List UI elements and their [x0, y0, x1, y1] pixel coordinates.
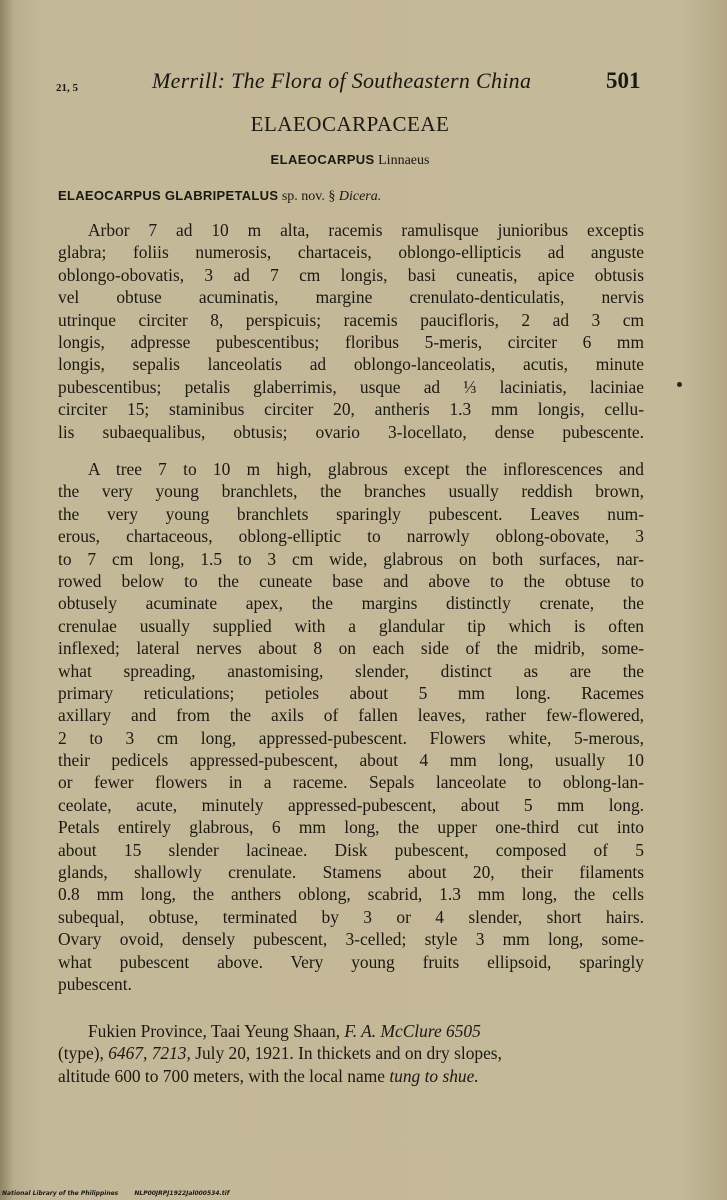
locality-line [58, 1042, 644, 1064]
english-line: subequal, obtuse, terminated by 3 or 4 slender, short hairs. [58, 906, 644, 927]
volume-mark: 21, 5 [56, 82, 78, 94]
english-line: inflexed; lateral nerves about 8 on each side of the midrib, some- [58, 638, 644, 659]
scan-footer [2, 1190, 243, 1197]
running-head: Merrill: The Flora of Southeastern China [152, 68, 532, 93]
page-header [0, 68, 727, 100]
english-line: crenulae usually supplied with a glandular tip which is often [58, 615, 644, 636]
section-name: Dicera. [338, 189, 382, 204]
locality-line [58, 1020, 644, 1042]
file-id: NLP00JRPJ1922Jal000534.tif [134, 1190, 230, 1197]
english-line: to 7 cm long, 1.5 to 3 cm wide, glabrous on both surfaces, nar- [58, 548, 644, 569]
latin-line: circiter 15; staminibus circiter 20, antheris 1.3 mm longis, cellu- [58, 399, 644, 420]
latin-line: longis, adpresse pubescentibus; floribus 5-meris, circiter 6 mm [58, 331, 644, 352]
locality-text: altitude 600 to 700 meters, with the local name [58, 1065, 390, 1086]
english-line: the very young branchlets sparingly pubescent. Leaves num- [58, 503, 644, 524]
english-line: about 15 slender lacineae. Disk pubescent, composed of 5 [58, 839, 644, 860]
english-line: glands, shallowly crenulate. Stamens about 20, their filaments [58, 862, 644, 883]
latin-line: Arbor 7 ad 10 m alta, racemis ramulisque junioribus exceptis [88, 220, 644, 240]
latin-line: longis, sepalis lanceolatis ad oblongo-lanceolatis, acutis, minute [58, 354, 644, 375]
english-line: A tree 7 to 10 m high, glabrous except the inflorescences and [88, 459, 644, 479]
locality-text: (type), [58, 1043, 109, 1064]
latin-line: pubescentibus; petalis glaberrimis, usque ad ⅓ laciniatis, laciniae [58, 376, 644, 397]
english-line: the very young branchlets, the branches usually reddish brown, [58, 481, 644, 502]
locality-text: Fukien Province, Taai Yeung Shaan, [88, 1021, 345, 1041]
page-number: 501 [606, 68, 641, 93]
english-description [58, 458, 644, 995]
genus-author: Linnaeus [378, 153, 430, 168]
latin-description [58, 219, 644, 443]
locality-line [58, 1065, 644, 1087]
local-name: tung to shue. [389, 1065, 479, 1086]
latin-line: vel obtuse acuminatis, margine crenulato-denticulatis, nervis [58, 287, 644, 308]
collector: F. A. McClure 6505 [344, 1021, 481, 1041]
english-line: axillary and from the axils of fallen leaves, rather few-flowered, [58, 705, 644, 726]
locality-paragraph [58, 1020, 644, 1087]
latin-line: oblongo-obovatis, 3 ad 7 cm longis, basi cuneatis, apice obtusis [58, 264, 644, 285]
ink-speck [677, 382, 682, 387]
species-status: sp. nov. [281, 189, 325, 204]
english-line: Ovary ovoid, densely pubescent, 3-celled; style 3 mm long, some- [58, 929, 644, 950]
library-credit: National Library of the Philippines [2, 1190, 119, 1197]
english-line: 0.8 mm long, the anthers oblong, scabrid, 1.3 mm long, the cells [58, 884, 644, 905]
genus-name: ELAEOCARPUS [270, 152, 375, 167]
family-heading: ELAEOCARPACEAE [250, 112, 450, 136]
english-line: rowed below to the cuneate base and above to the obtuse to [58, 570, 644, 591]
english-line: Petals entirely glabrous, 6 mm long, the upper one-third cut into [58, 817, 644, 838]
english-line: ceolate, acute, minutely appressed-pubescent, about 5 mm long. [58, 794, 644, 815]
section-mark: § [328, 189, 336, 204]
locality-text: July 20, 1921. In thickets and on dry slopes, [190, 1043, 502, 1064]
genus-heading [0, 152, 700, 169]
latin-line: lis subaequalibus, obtusis; ovario 3-locellato, dense pubescente. [58, 421, 644, 442]
english-line: pubescent. [58, 973, 132, 994]
latin-line: utrinque circiter 8, perspicuis; racemis paucifloris, 2 ad 3 cm [58, 309, 644, 330]
english-line: obtusely acuminate apex, the margins distinctly crenate, the [58, 593, 644, 614]
latin-line: glabra; foliis numerosis, chartaceis, oblongo-ellipticis ad anguste [58, 242, 644, 263]
specimen-numbers: 6467, 7213, [108, 1043, 191, 1064]
english-line: erous, chartaceous, oblong-elliptic to narrowly oblong-obovate, 3 [58, 526, 644, 547]
english-line: 2 to 3 cm long, appressed-pubescent. Flowers white, 5-merous, [58, 727, 644, 748]
species-name: ELAEOCARPUS GLABRIPETALUS [58, 188, 279, 203]
english-line: what pubescent above. Very young fruits ellipsoid, sparingly [58, 951, 644, 972]
english-line: their pedicels appressed-pubescent, about 4 mm long, usually 10 [58, 750, 644, 771]
english-line: primary reticulations; petioles about 5 mm long. Racemes [58, 682, 644, 703]
species-heading [58, 188, 381, 205]
english-line: what spreading, anastomising, slender, distinct as are the [58, 660, 644, 681]
english-line: or fewer flowers in a raceme. Sepals lanceolate to oblong-lan- [58, 772, 644, 793]
